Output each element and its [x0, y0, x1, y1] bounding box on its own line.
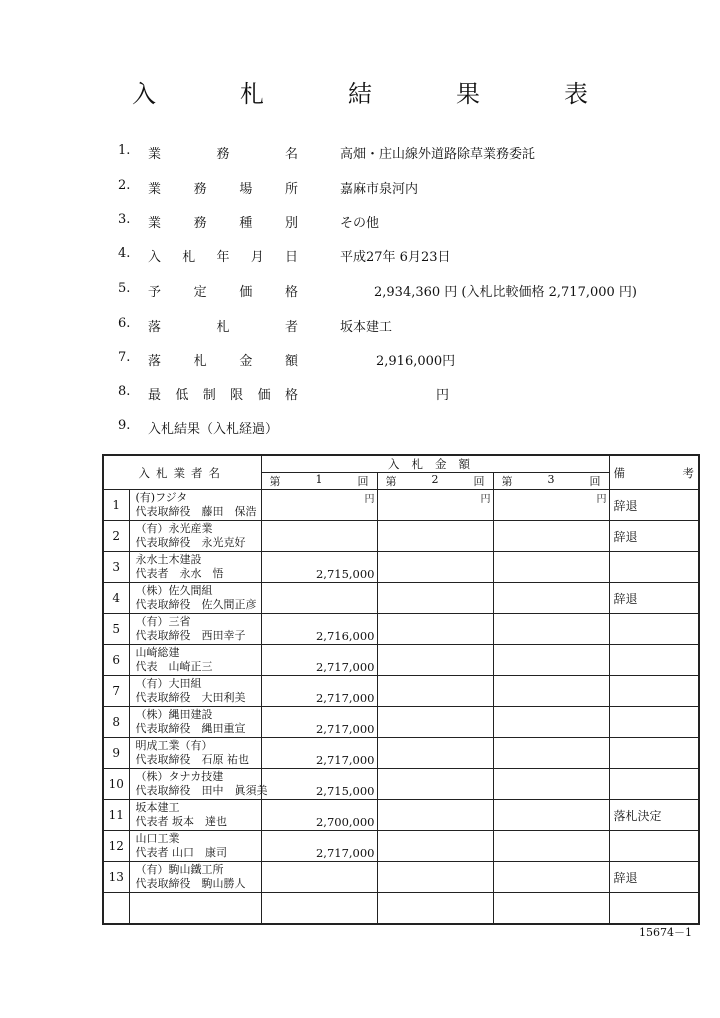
- representative-name: 代表取締役 田中 眞須美: [135, 784, 268, 797]
- round-1-amount: 2,700,000: [261, 800, 377, 831]
- round-1-amount: [261, 490, 377, 521]
- bidder-cell: [129, 800, 261, 831]
- bidder-cell: [129, 552, 261, 583]
- remarks-cell: [609, 707, 699, 738]
- remarks-cell: 辞退: [609, 862, 699, 893]
- table-row: [103, 583, 699, 614]
- table-row-blank: [103, 893, 699, 925]
- header-round-3: 第 3 回: [493, 473, 609, 490]
- round-3-amount: [493, 645, 609, 676]
- bidder-cell: [129, 490, 261, 521]
- round-1-amount: 2,717,000: [261, 676, 377, 707]
- company-name: （有）三省: [135, 615, 191, 628]
- representative-name: 代表取締役 西田幸子: [135, 629, 246, 642]
- header-round-2: 第 2 回: [377, 473, 493, 490]
- company-name: （有）大田組: [135, 677, 202, 690]
- table-row: [103, 769, 699, 800]
- table-row: [103, 645, 699, 676]
- company-name: （有）永光産業: [135, 522, 213, 535]
- company-name: （株）タナカ技建: [135, 770, 224, 783]
- row-number: 1: [103, 490, 129, 521]
- header-round-1: 第 1 回: [261, 473, 377, 490]
- company-name: 山崎総建: [135, 646, 180, 659]
- info-label: 業 務 場 所: [148, 182, 298, 197]
- header-bid-amount: 入札金額: [261, 455, 609, 473]
- yen-unit: 円: [480, 494, 491, 505]
- row-number: 10: [103, 769, 129, 800]
- info-number: 9.: [118, 418, 131, 433]
- bidder-cell: [129, 738, 261, 769]
- row-number: 6: [103, 645, 129, 676]
- round-1-amount: 2,717,000: [261, 738, 377, 769]
- info-number: 4.: [118, 246, 131, 261]
- bidder-cell: [129, 769, 268, 800]
- representative-name: 代表取締役 永光克好: [135, 536, 246, 549]
- round-1-amount: [261, 583, 377, 614]
- round-1-amount: [261, 521, 377, 552]
- row-number: 4: [103, 583, 129, 614]
- representative-name: 代表取締役 佐久間正彦: [135, 598, 257, 611]
- bidder-cell: [129, 583, 261, 614]
- company-name: 永水土木建設: [135, 553, 202, 566]
- remarks-cell: [609, 769, 699, 800]
- company-name: （株）縄田建設: [135, 708, 213, 721]
- table-row: [103, 521, 699, 552]
- header-bidder-name: 入札業者名: [103, 455, 261, 490]
- table-row: [103, 707, 699, 738]
- round-3-amount: [493, 862, 609, 893]
- info-number: 7.: [118, 350, 131, 365]
- representative-name: 代表取締役 縄田重宣: [135, 722, 246, 735]
- remarks-cell: [609, 738, 699, 769]
- round-2-amount: [377, 862, 493, 893]
- table-row: [103, 614, 699, 645]
- bidder-cell: [129, 831, 261, 862]
- info-label: 落 札 金 額: [148, 354, 298, 369]
- row-number: 7: [103, 676, 129, 707]
- representative-name: 代表取締役 石原 祐也: [135, 753, 249, 766]
- info-value: 嘉麻市泉河内: [340, 182, 419, 197]
- remarks-cell: 落札決定: [609, 800, 699, 831]
- info-value: 2,916,000円: [376, 354, 456, 369]
- round-2-amount: [377, 583, 493, 614]
- remarks-cell: [609, 552, 699, 583]
- representative-name: 代表取締役 大田利美: [135, 691, 246, 704]
- row-number: 9: [103, 738, 129, 769]
- round-3-amount: [493, 490, 609, 521]
- remarks-cell: 辞退: [609, 583, 699, 614]
- representative-name: 代表者 永水 悟: [135, 567, 224, 580]
- round-3-amount: [493, 676, 609, 707]
- round-3-amount: [493, 583, 609, 614]
- representative-name: 代表者 坂本 達也: [135, 815, 227, 828]
- remarks-cell: [609, 676, 699, 707]
- round-3-amount: [493, 521, 609, 552]
- company-name: 山口工業: [135, 832, 180, 845]
- round-2-amount: [377, 676, 493, 707]
- yen-unit: 円: [364, 494, 375, 505]
- remarks-cell: [609, 614, 699, 645]
- table-row: [103, 676, 699, 707]
- remarks-cell: 辞退: [609, 490, 699, 521]
- row-number: 12: [103, 831, 129, 862]
- row-number: 8: [103, 707, 129, 738]
- round-3-amount: [493, 552, 609, 583]
- remarks-cell: [609, 831, 699, 862]
- company-name: 坂本建工: [135, 801, 180, 814]
- round-1-amount: 2,715,000: [261, 552, 377, 583]
- round-2-amount: [377, 552, 493, 583]
- round-2-amount: [377, 645, 493, 676]
- round-1-amount: 2,717,000: [261, 645, 377, 676]
- bidder-cell: [129, 676, 261, 707]
- representative-name: 代表取締役 藤田 保浩: [135, 505, 257, 518]
- company-name: 明成工業（有）: [135, 739, 213, 752]
- info-number: 5.: [118, 281, 131, 296]
- info-number: 8.: [118, 384, 131, 399]
- remarks-cell: 辞退: [609, 521, 699, 552]
- remarks-cell: [609, 645, 699, 676]
- info-number: 6.: [118, 316, 131, 331]
- representative-name: 代表 山崎正三: [135, 660, 213, 673]
- header-remarks: 備 考: [609, 455, 699, 490]
- bidder-cell: [129, 707, 261, 738]
- company-name: （有）駒山鐵工所: [135, 863, 224, 876]
- round-1-amount: 2,717,000: [261, 707, 377, 738]
- round-2-amount: [377, 490, 493, 521]
- round-3-amount: [493, 800, 609, 831]
- row-number: 13: [103, 862, 129, 893]
- table-row: [103, 490, 699, 521]
- round-2-amount: [377, 521, 493, 552]
- info-value: その他: [340, 216, 380, 231]
- round-2-amount: [377, 769, 493, 800]
- yen-unit: 円: [596, 494, 607, 505]
- round-1-amount: 2,716,000: [261, 614, 377, 645]
- info-label: 業 務 名: [148, 147, 298, 162]
- info-label: 予 定 価 格: [148, 285, 298, 300]
- bidder-cell: [129, 862, 261, 893]
- round-3-amount: [493, 769, 609, 800]
- round-2-amount: [377, 707, 493, 738]
- info-label: 最 低 制 限 価 格: [148, 388, 298, 403]
- round-3-amount: [493, 614, 609, 645]
- round-3-amount: [493, 707, 609, 738]
- info-value: 2,934,360 円 (入札比較価格 2,717,000 円): [374, 285, 637, 300]
- round-3-amount: [493, 831, 609, 862]
- info-label: 落 札 者: [148, 320, 298, 335]
- page-number: 15674－1: [639, 926, 692, 939]
- round-2-amount: [377, 800, 493, 831]
- round-3-amount: [493, 738, 609, 769]
- info-label: 入 札 年 月 日: [148, 250, 298, 265]
- page-title: 入 札 結 果 表: [132, 80, 618, 108]
- round-2-amount: [377, 738, 493, 769]
- info-number: 3.: [118, 212, 131, 227]
- info-value: 坂本建工: [340, 320, 393, 335]
- row-number: 11: [103, 800, 129, 831]
- info-value: 平成27年 6月23日: [340, 250, 451, 265]
- bidder-cell: [129, 645, 261, 676]
- info-label: 入札結果（入札経過）: [148, 422, 279, 437]
- info-value: 高畑・庄山線外道路除草業務委託: [340, 147, 536, 162]
- table-row: [103, 831, 699, 862]
- table-row: [103, 862, 699, 893]
- company-name: （株）佐久間組: [135, 584, 213, 597]
- row-number: 3: [103, 552, 129, 583]
- info-label: 業 務 種 別: [148, 216, 298, 231]
- representative-name: 代表者 山口 康司: [135, 846, 227, 859]
- row-number: 2: [103, 521, 129, 552]
- bidder-cell: [129, 614, 261, 645]
- info-value: 円: [436, 388, 450, 403]
- round-1-amount: 2,717,000: [261, 831, 377, 862]
- round-2-amount: [377, 831, 493, 862]
- representative-name: 代表取締役 駒山勝人: [135, 877, 246, 890]
- table-row: [103, 800, 699, 831]
- round-2-amount: [377, 614, 493, 645]
- info-number: 2.: [118, 178, 131, 193]
- bid-results-table: [102, 454, 700, 925]
- row-number: 5: [103, 614, 129, 645]
- info-number: 1.: [118, 143, 131, 158]
- round-1-amount: 2,715,000: [261, 769, 377, 800]
- bidder-cell: [129, 521, 261, 552]
- table-row: [103, 738, 699, 769]
- round-1-amount: [261, 862, 377, 893]
- company-name: (有)フジタ: [135, 491, 188, 504]
- table-row: [103, 552, 699, 583]
